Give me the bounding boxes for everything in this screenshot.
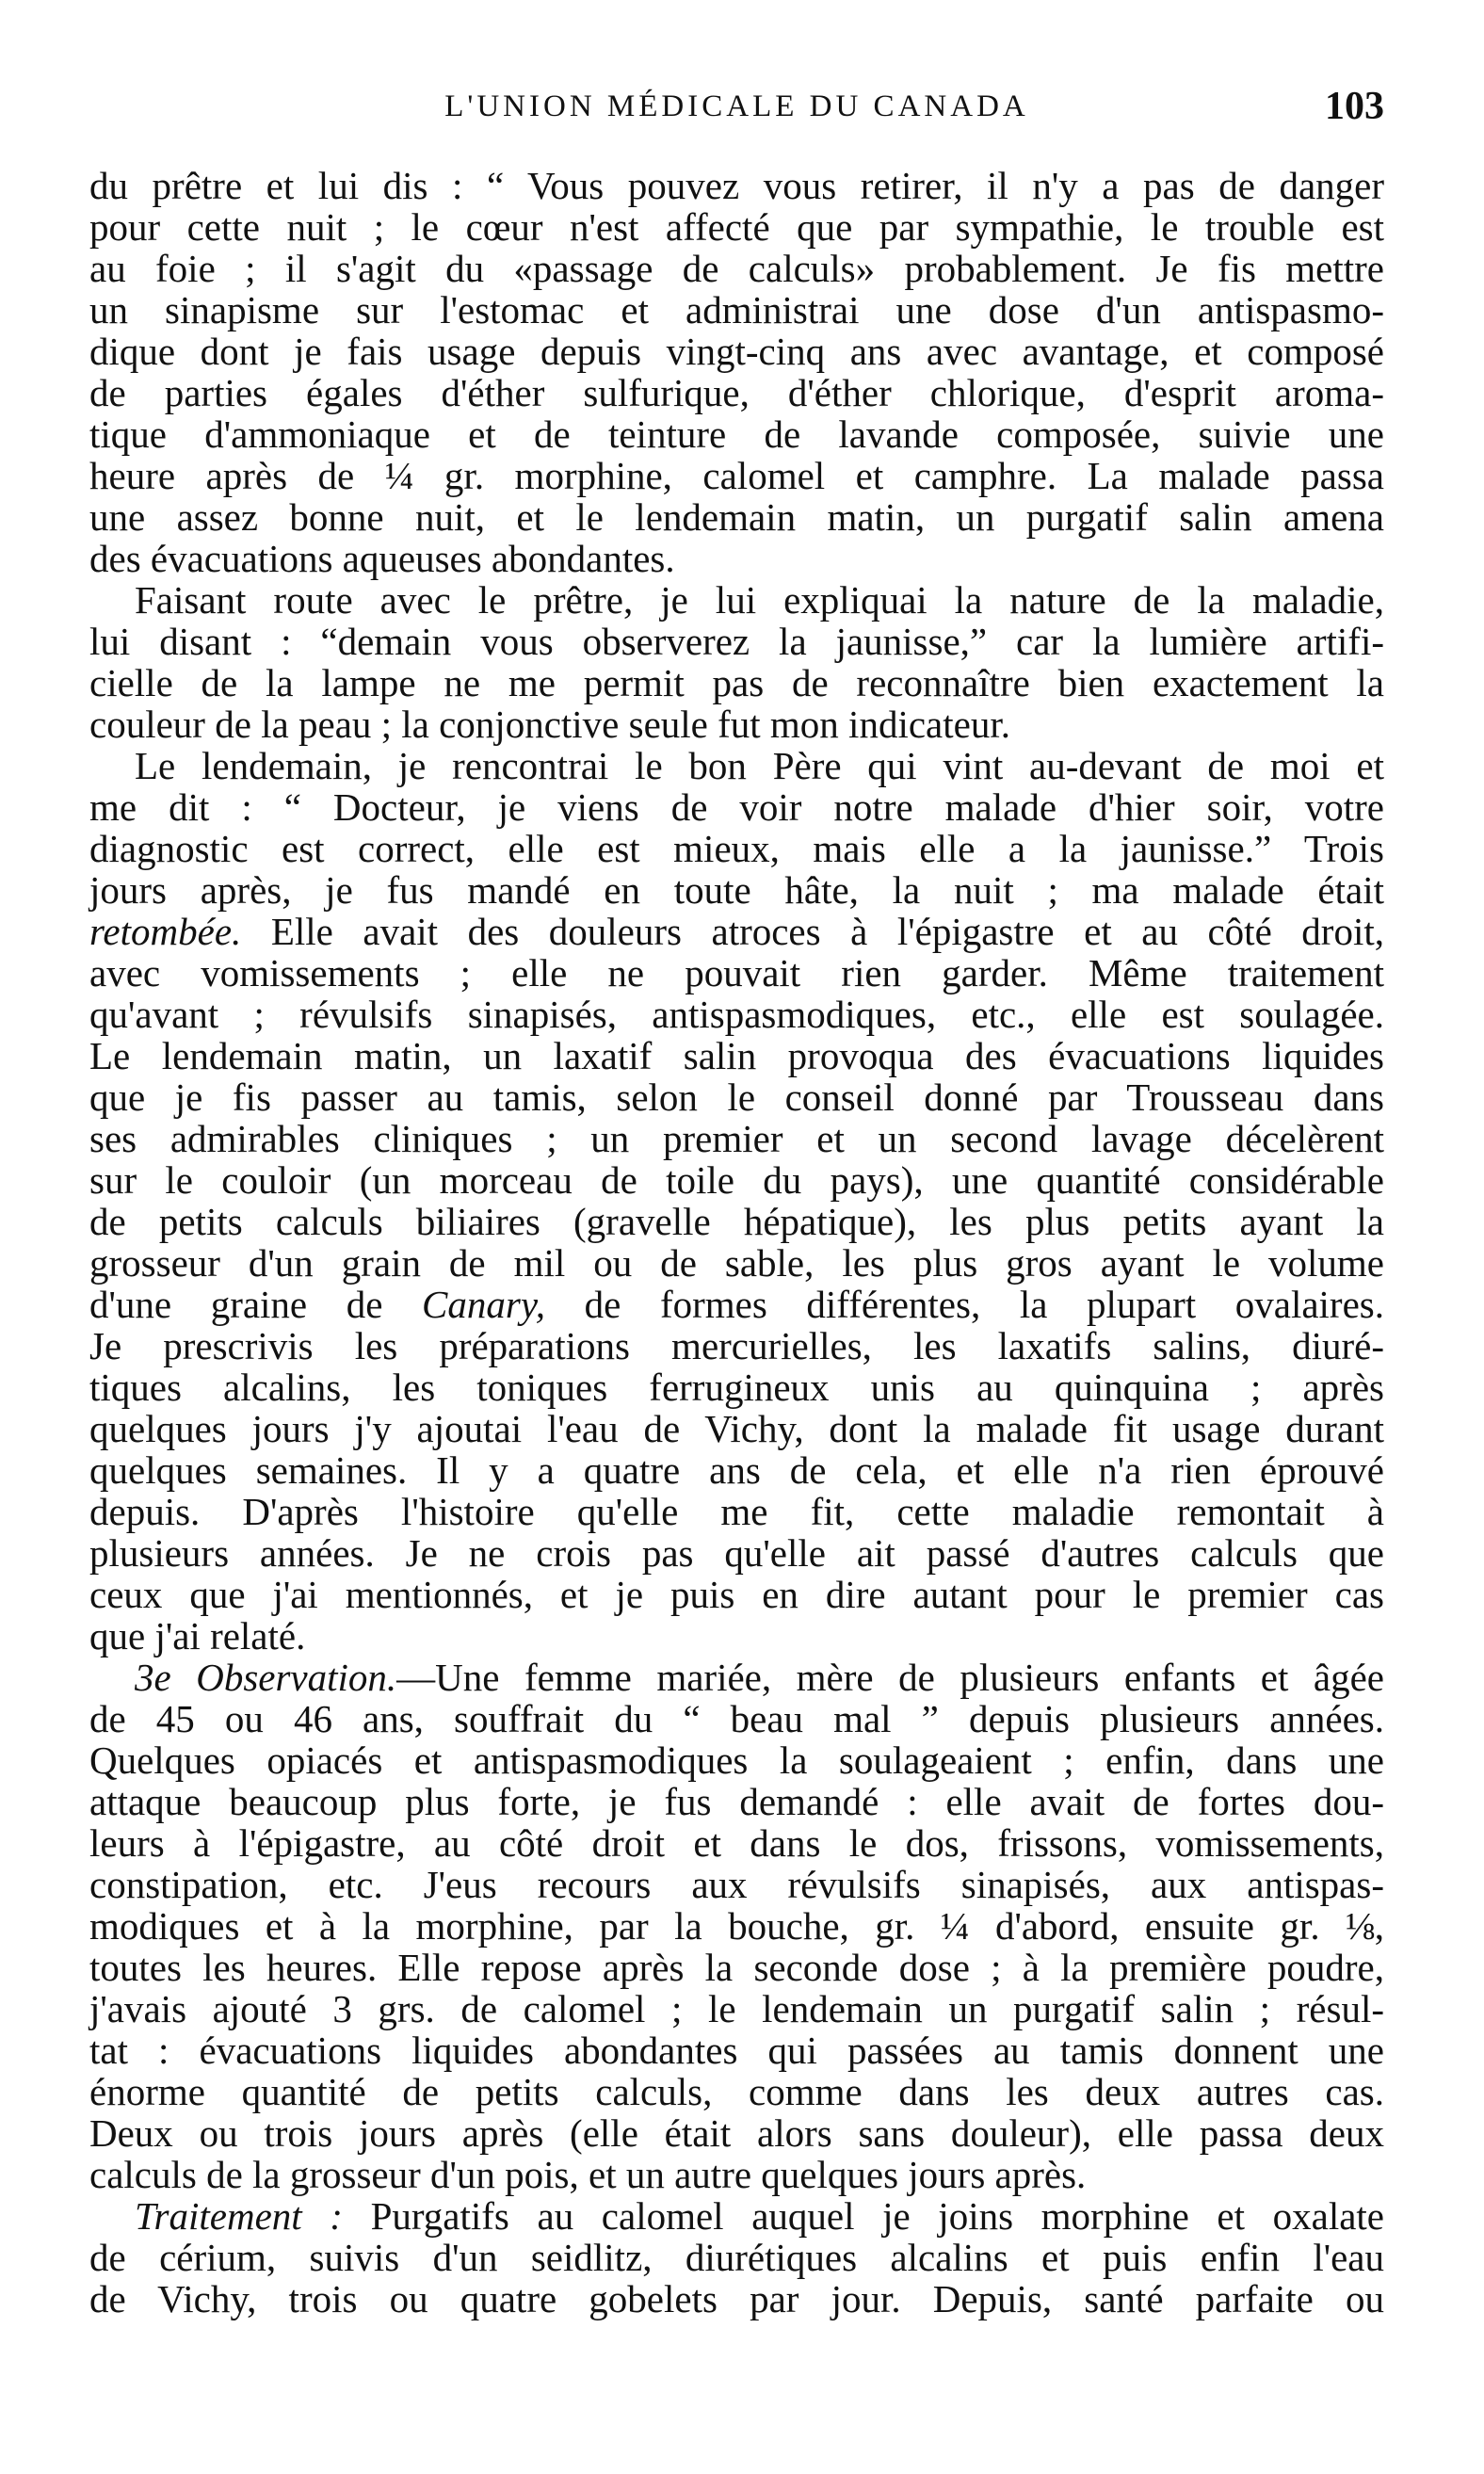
text-line-segment: Purgatifs au calomel auquel je joins morphine et oxalate bbox=[342, 2194, 1385, 2238]
text-line: que j'ai relaté. bbox=[89, 1614, 306, 1657]
text-line: une assez bonne nuit, et le lendemain matin, un purgatif salin amena bbox=[89, 495, 1384, 539]
text-line: énorme quantité de petits calculs, comme dans les deux autres cas. bbox=[89, 2070, 1384, 2113]
text-line: que je fis passer au tamis, selon le conseil donné par Trousseau dans bbox=[89, 1075, 1384, 1119]
text-line: Le lendemain, je rencontrai le bon Père qui vint au-devant de moi et bbox=[135, 744, 1384, 787]
text-line: depuis. D'après l'histoire qu'elle me fit, cette maladie remontait à bbox=[89, 1490, 1384, 1533]
text-line: plusieurs années. Je ne crois pas qu'elle ait passé d'autres calculs que bbox=[89, 1531, 1384, 1575]
text-line: Quelques opiacés et antispasmodiques la soulageaient ; enfin, dans une bbox=[89, 1738, 1384, 1782]
italic-term: retombée. bbox=[89, 910, 242, 953]
text-line: leurs à l'épigastre, au côté droit et dans le dos, frissons, vomissements, bbox=[89, 1821, 1384, 1865]
text-line-segment: Elle avait des douleurs atroces à l'épigastre et au côté droit, bbox=[241, 910, 1384, 953]
text-line: tat : évacuations liquides abondantes qui passées au tamis donnent une bbox=[89, 2029, 1384, 2072]
text-line: de 45 ou 46 ans, souffrait du “ beau mal ” depuis plusieurs années. bbox=[89, 1697, 1384, 1740]
text-line: un sinapisme sur l'estomac et administrai une dose d'un antispasmo- bbox=[89, 288, 1384, 331]
text-line: Le lendemain matin, un laxatif salin provoqua des évacuations liquides bbox=[89, 1034, 1384, 1077]
text-line bbox=[89, 2195, 1384, 2237]
text-line: diagnostic est correct, elle est mieux, mais elle a la jaunisse.” Trois bbox=[89, 827, 1384, 870]
text-line: quelques semaines. Il y a quatre ans de cela, et elle n'a rien éprouvé bbox=[89, 1448, 1384, 1492]
text-line bbox=[89, 1657, 1384, 1698]
text-line: avec vomissements ; elle ne pouvait rien garder. Même traitement bbox=[89, 951, 1384, 994]
text-line: des évacuations aqueuses abondantes. bbox=[89, 537, 675, 580]
text-line: tiques alcalins, les toniques ferrugineux unis au quinquina ; après bbox=[89, 1366, 1384, 1409]
text-line: Faisant route avec le prêtre, je lui expliquai la nature de la maladie, bbox=[135, 578, 1384, 622]
text-line-segment: —Une femme mariée, mère de plusieurs enfants et âgée bbox=[396, 1656, 1384, 1699]
italic-term: 3e Observation. bbox=[135, 1656, 397, 1699]
text-line: modiques et à la morphine, par la bouche, gr. ¼ d'abord, ensuite gr. ⅛, bbox=[89, 1904, 1384, 1948]
text-line: ses admirables cliniques ; un premier et un second lavage décelèrent bbox=[89, 1117, 1384, 1160]
text-line: de petits calculs biliaires (gravelle hépatique), les plus petits ayant la bbox=[89, 1200, 1384, 1243]
text-line bbox=[89, 911, 1384, 952]
text-line: qu'avant ; révulsifs sinapisés, antispasmodiques, etc., elle est soulagée. bbox=[89, 993, 1384, 1036]
text-line: pour cette nuit ; le cœur n'est affecté que par sympathie, le trouble est bbox=[89, 205, 1384, 249]
italic-term: Canary, bbox=[422, 1283, 546, 1326]
text-line: toutes les heures. Elle repose après la seconde dose ; à la première poudre, bbox=[89, 1946, 1384, 1989]
text-line: grosseur d'un grain de mil ou de sable, les plus gros ayant le volume bbox=[89, 1241, 1384, 1285]
text-line: couleur de la peau ; la conjonctive seule fut mon indicateur. bbox=[89, 703, 1010, 746]
text-line: heure après de ¼ gr. morphine, calomel et camphre. La malade passa bbox=[89, 454, 1384, 497]
text-line: de Vichy, trois ou quatre gobelets par jour. Depuis, santé parfaite ou bbox=[89, 2277, 1384, 2320]
text-line: jours après, je fus mandé en toute hâte, la nuit ; ma malade était bbox=[89, 868, 1384, 912]
text-line: ceux que j'ai mentionnés, et je puis en dire autant pour le premier cas bbox=[89, 1573, 1384, 1616]
text-line-segment: d'une graine de bbox=[89, 1283, 423, 1326]
text-line: quelques jours j'y ajoutai l'eau de Vichy, dont la malade fit usage durant bbox=[89, 1407, 1384, 1450]
text-line: Deux ou trois jours après (elle était alors sans douleur), elle passa deux bbox=[89, 2111, 1384, 2155]
text-line: lui disant : “demain vous observerez la jaunisse,” car la lumière artifi- bbox=[89, 620, 1384, 663]
text-line-segment: de formes différentes, la plupart ovalaires. bbox=[545, 1283, 1384, 1326]
text-line: j'avais ajouté 3 grs. de calomel ; le lendemain un purgatif salin ; résul- bbox=[89, 1987, 1384, 2030]
text-line: dique dont je fais usage depuis vingt-cinq ans avec avantage, et composé bbox=[89, 330, 1384, 373]
text-line: constipation, etc. J'eus recours aux révulsifs sinapisés, aux antispas- bbox=[89, 1863, 1384, 1906]
text-line: calculs de la grosseur d'un pois, et un autre quelques jours après. bbox=[89, 2153, 1087, 2196]
text-line: attaque beaucoup plus forte, je fus demandé : elle avait de fortes dou- bbox=[89, 1780, 1384, 1823]
page-number: 103 bbox=[1325, 85, 1384, 128]
italic-term: Traitement : bbox=[135, 2194, 343, 2238]
text-line: de cérium, suivis d'un seidlitz, diurétiques alcalins et puis enfin l'eau bbox=[89, 2236, 1384, 2279]
body-text bbox=[89, 165, 1384, 2320]
running-head bbox=[89, 85, 1384, 146]
text-line: me dit : “ Docteur, je viens de voir notre malade d'hier soir, votre bbox=[89, 785, 1384, 829]
text-line: tique d'ammoniaque et de teinture de lavande composée, suivie une bbox=[89, 412, 1384, 456]
text-line: au foie ; il s'agit du «passage de calculs» probablement. Je fis mettre bbox=[89, 247, 1384, 290]
text-line: cielle de la lampe ne me permit pas de reconnaître bien exactement la bbox=[89, 661, 1384, 704]
text-line: sur le couloir (un morceau de toile du pays), une quantité considérable bbox=[89, 1158, 1384, 1202]
text-line: Je prescrivis les préparations mercurielles, les laxatifs salins, diuré- bbox=[89, 1324, 1384, 1367]
journal-title: L'UNION MÉDICALE DU CANADA bbox=[444, 89, 1029, 123]
text-line bbox=[89, 1284, 1384, 1325]
text-line: du prêtre et lui dis : “ Vous pouvez vous retirer, il n'y a pas de danger bbox=[89, 164, 1384, 207]
text-line: de parties égales d'éther sulfurique, d'éther chlorique, d'esprit aroma- bbox=[89, 371, 1384, 414]
